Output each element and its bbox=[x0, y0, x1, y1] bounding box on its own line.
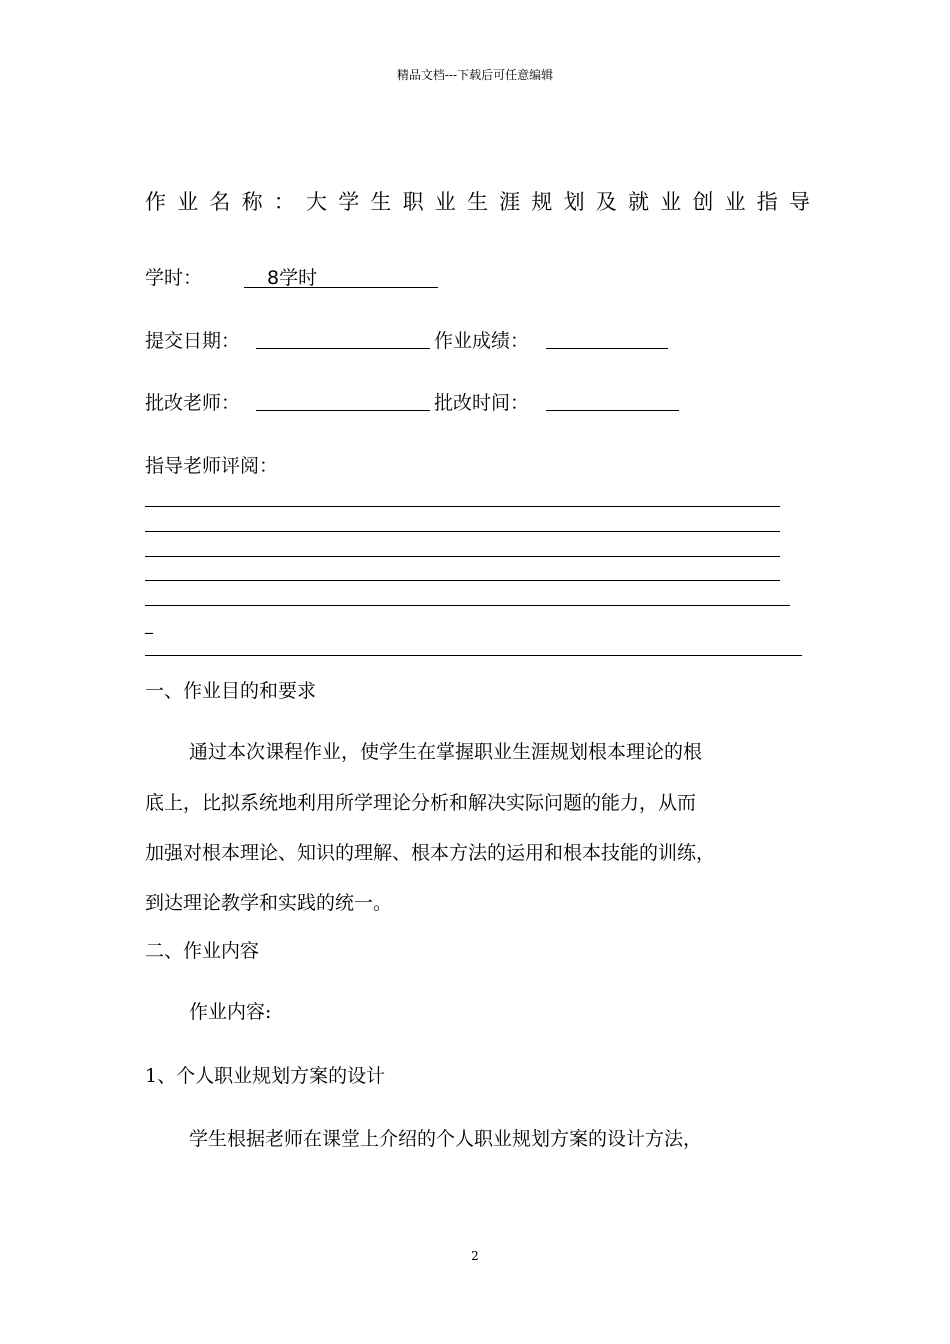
grade-label: 作业成绩： bbox=[434, 330, 530, 352]
submit-date-label: 提交日期： bbox=[145, 330, 241, 352]
hours-value: 8学时 bbox=[267, 267, 318, 289]
hours-label: 学时： bbox=[145, 267, 203, 289]
section1-line: 加强对根本理论、知识的理解、根本方法的运用和根本技能的训练， bbox=[145, 842, 716, 864]
section1-line: 到达理论教学和实践的统一。 bbox=[145, 892, 393, 914]
review-line bbox=[145, 556, 780, 557]
review-line bbox=[145, 655, 802, 656]
review-line bbox=[145, 531, 780, 532]
grade-blank bbox=[546, 348, 668, 349]
section1-line: 底上，比拟系统地利用所学理论分析和解决实际问题的能力，从而 bbox=[145, 792, 697, 814]
assignment-title: 作业名称：大学生职业生涯规划及就业创业指导 bbox=[145, 190, 822, 214]
grader-blank bbox=[256, 410, 430, 411]
section1-heading: 一、作业目的和要求 bbox=[145, 680, 317, 702]
grade-time-blank bbox=[546, 410, 679, 411]
section2-item1: 1、个人职业规划方案的设计 bbox=[145, 1065, 386, 1087]
hours-field bbox=[244, 263, 438, 288]
section1-line: 通过本次课程作业，使学生在掌握职业生涯规划根本理论的根 bbox=[189, 741, 703, 763]
review-line bbox=[145, 605, 790, 606]
review-line bbox=[145, 580, 780, 581]
section2-heading: 二、作业内容 bbox=[145, 940, 260, 962]
review-dash: _ bbox=[145, 615, 153, 634]
submit-date-blank bbox=[256, 348, 430, 349]
review-label: 指导老师评阅： bbox=[145, 455, 279, 477]
grade-time-label: 批改时间： bbox=[434, 392, 530, 414]
section2-intro: 作业内容: bbox=[189, 1001, 272, 1023]
review-line bbox=[145, 506, 780, 507]
page-header: 精品文档---下载后可任意编辑 bbox=[396, 68, 554, 82]
section2-item1-text: 学生根据老师在课堂上介绍的个人职业规划方案的设计方法， bbox=[189, 1128, 703, 1150]
page-number: 2 bbox=[471, 1249, 479, 1263]
grader-label: 批改老师： bbox=[145, 392, 241, 414]
